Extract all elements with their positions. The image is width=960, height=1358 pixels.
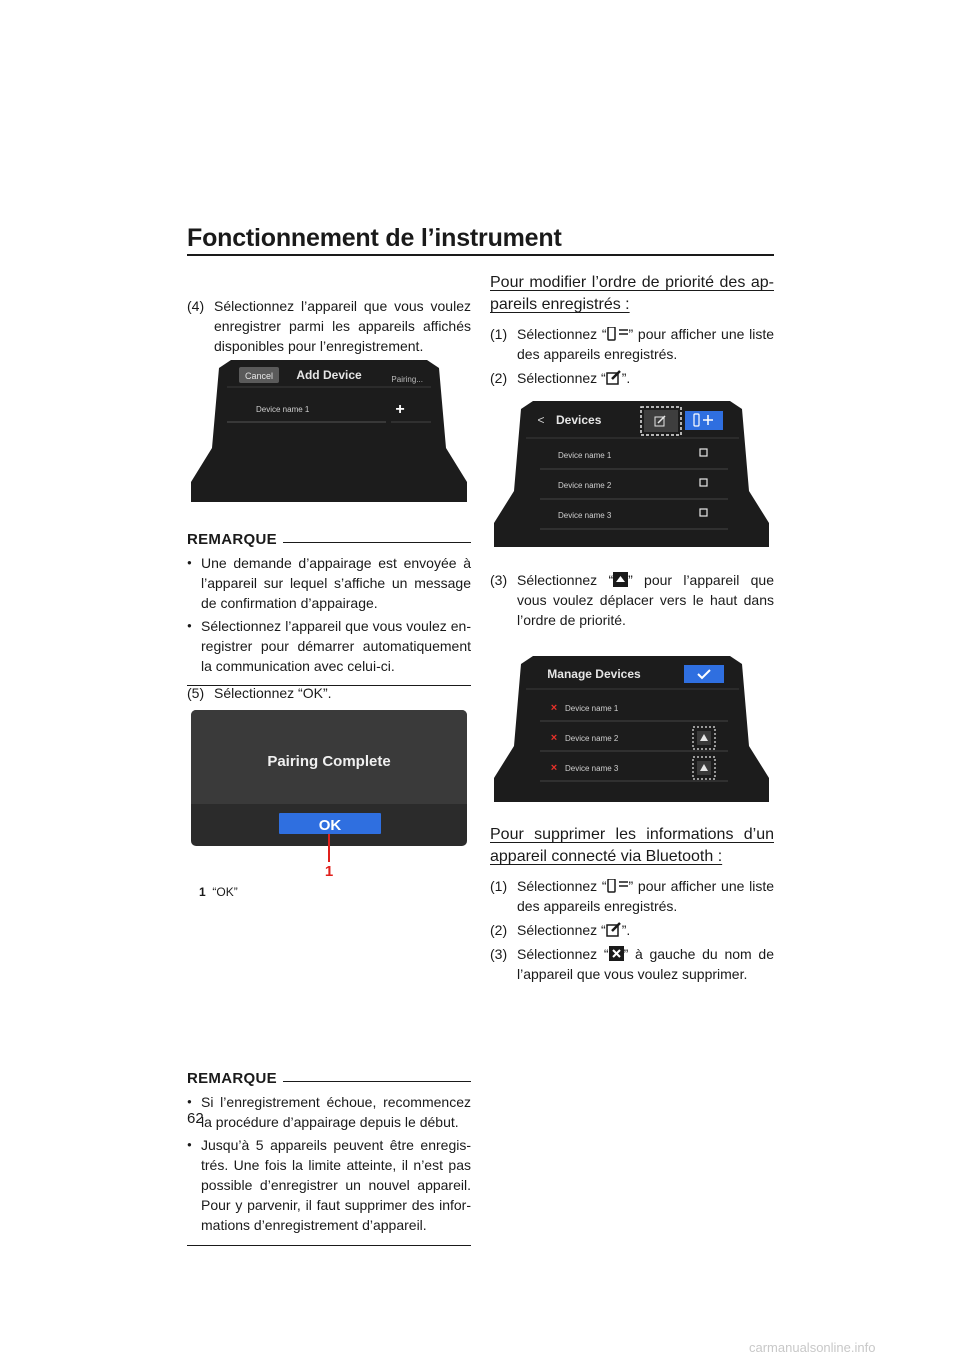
ok-label: OK [318,817,342,834]
edit-icon [606,922,622,937]
pairing-status: Pairing... [391,375,423,384]
add-device-screen [191,360,467,502]
device-item[interactable]: Device name 1 [256,405,310,414]
step-5 [187,683,471,703]
remarque-bullet: ● Une demande d’appairage est envoyée à l’appareil sur lequel s’affiche un message de confirmation d’appairage. [187,553,471,613]
add-icon[interactable]: + [395,401,405,418]
device-list-icon [607,879,629,893]
move-up-icon [613,572,628,587]
device-item: Device name 3 [565,764,619,773]
device-item: Device name 1 [565,704,619,713]
device-list-icon [607,327,629,341]
remarque-rule [283,542,471,543]
section-delete: Pour supprimer les informations d’un appareil connecté via Bluetooth : (1) Sélectionnez “ ” pour afficher une liste des appareils enregistrés. (2) Sélectionnez “ ”. (3) Sélectionnez “ ” à gauche du nom de l’appareil que vous voulez supprimer. [490,826,775,982]
step-text: Sélectionnez l’appareil que vous voulez enregistrer parmi les appareils affichés disponibles pour l’enregistrement. [214,298,471,354]
cancel-label: Cancel [244,371,274,381]
delete-icon[interactable]: × [550,732,558,744]
remarque-bullet: ● Sélectionnez l’appareil que vous voulez en-registrer pour démarrer automatiquement la communication avec celui-ci. [187,616,471,676]
figure-caption: 1 “OK” [199,885,238,899]
remarque-block-2 [187,1069,471,1246]
remarque-block-1 [187,530,471,686]
device-item[interactable]: Device name 1 [558,451,612,460]
remarque-bullet: ● Jusqu’à 5 appareils peuvent être enregis-trés. Une fois la limite atteinte, il n’est pas possible d’enregistrer un nouvel appareil. Pour y parvenir, il faut supprimer des infor-mations d’enregistrement d’appareil. [187,1135,471,1235]
step-4 [187,296,471,356]
section-priority: Pour modifier l’ordre de priorité des ap-pareils enregistrés : (1) Sélectionnez “ ” pour afficher une liste des appareils enregistrés. (2) Sélectionnez “ ”. [490,274,775,386]
page-number: 62 [187,1110,204,1127]
remarque-title: REMARQUE [187,1070,277,1087]
pairing-complete-screen [191,710,467,878]
step-3-priority: (3) Sélectionnez “ ” pour l’appareil que vous voulez déplacer vers le haut dans l’ordre de priorité. [490,572,775,628]
edit-icon [606,370,622,385]
remarque-bullet: ● Si l’enregistrement échoue, recommencez la procédure d’appairage depuis le début. [187,1092,471,1132]
device-item[interactable]: Device name 3 [558,511,612,520]
back-icon[interactable]: < [537,413,545,427]
step-number: (5) [187,685,205,701]
section-heading: Pour modifier l’ordre de priorité des ap-pareils enregistrés : [490,274,774,313]
section-heading: Pour supprimer les informations d’un appareil connecté via Bluetooth : [490,826,774,865]
dialog-title: Pairing Complete [267,753,391,770]
device-item[interactable]: Device name 2 [558,481,612,490]
manage-devices-screen [494,656,769,802]
screen-title: Manage Devices [547,667,641,681]
delete-icon[interactable]: × [550,762,558,774]
remarque-title: REMARQUE [187,531,277,548]
device-item: Device name 2 [565,734,619,743]
header-rule [187,254,774,256]
screen-title: Devices [556,413,602,427]
screen-title: Add Device [296,368,362,382]
delete-box-icon [609,946,624,961]
page-title: Fonctionnement de l’instrument [187,224,562,252]
watermark: carmanualsonline.info [749,1340,876,1355]
step-number: (4) [187,298,205,314]
remarque-rule [283,1081,471,1082]
step-text: Sélectionnez “OK”. [214,685,332,701]
devices-screen [494,401,769,547]
callout-number: 1 [324,863,334,878]
delete-icon[interactable]: × [550,702,558,714]
confirm-button[interactable] [684,665,724,683]
